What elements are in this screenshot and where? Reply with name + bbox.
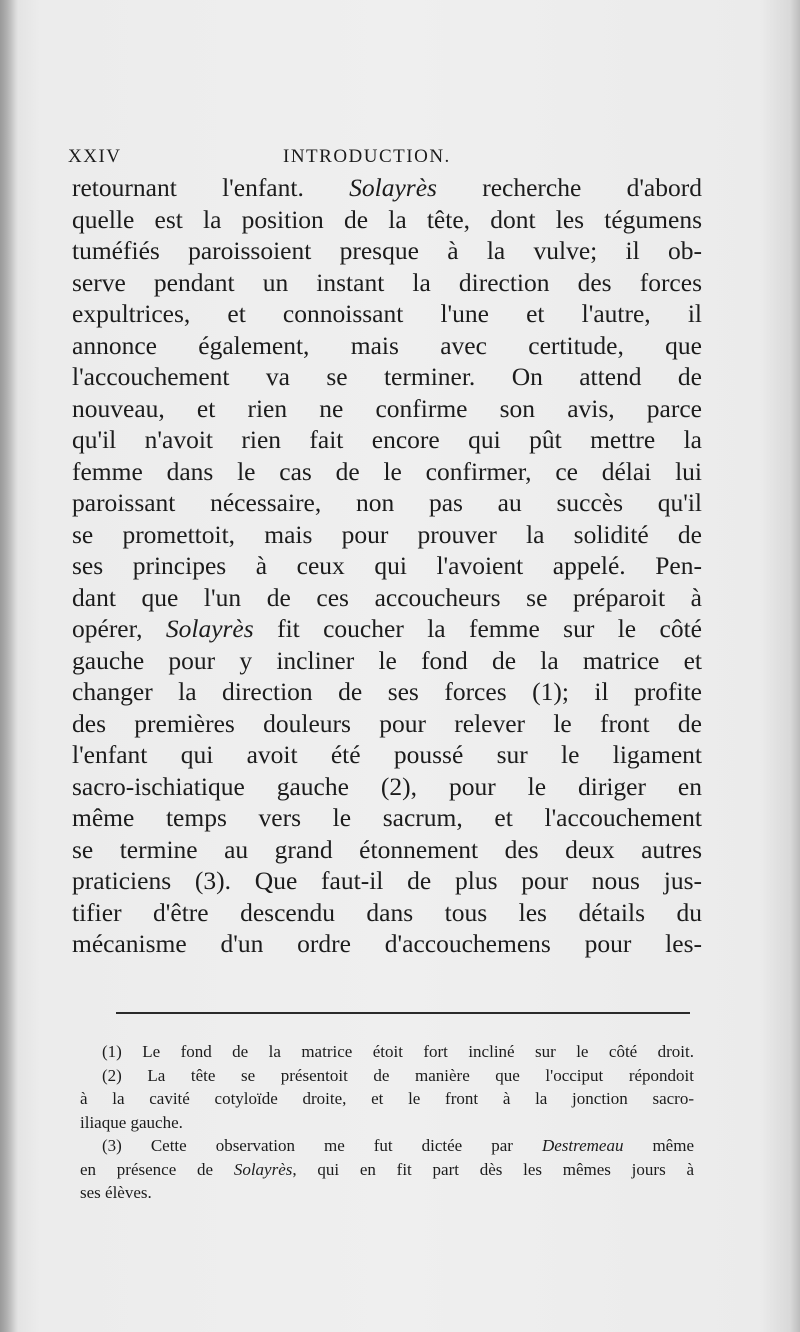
italic-name: Solayrès xyxy=(165,614,254,643)
text-run: changer la direction de ses forces (1); il profite xyxy=(72,677,702,706)
text-run: dant que l'un de ces accoucheurs se préparoit à xyxy=(72,582,702,612)
text-run: même temps vers le sacrum, et l'accouchement xyxy=(72,803,702,832)
page-number: XXIV xyxy=(68,146,122,167)
footnote-3-text: (3) Cette observation me fut dictée par xyxy=(102,1136,542,1155)
text-run: sacro-ischiatique gauche (2), pour le diriger en xyxy=(72,771,702,801)
text-line xyxy=(72,456,702,488)
text-line xyxy=(72,739,702,771)
footnote-3-line-3: ses élèves. xyxy=(80,1183,152,1202)
text-run: opérer, xyxy=(72,614,166,643)
gutter-shadow xyxy=(0,0,18,1332)
text-line xyxy=(72,582,702,614)
text-run: se promettoit, mais pour prouver la solidité de xyxy=(72,519,702,549)
text-run: praticiens (3). Que faut-il de plus pour nous jus- xyxy=(72,866,702,895)
text-line xyxy=(72,897,702,929)
text-run: tifier d'être descendu dans tous les détails du xyxy=(72,897,702,927)
footnote-2-line-3: iliaque gauche. xyxy=(80,1112,183,1132)
text-run: tuméfiés paroissoient presque à la vulve; il ob- xyxy=(72,236,702,265)
text-run: annonce également, mais avec certitude, que xyxy=(72,330,702,360)
text-line xyxy=(72,676,702,708)
footnote-3-name: Solayrès xyxy=(233,1159,293,1179)
footnote-1: (1) Le fond de la matrice étoit fort incliné sur le côté droit. xyxy=(102,1042,694,1061)
text-run: l'accouchement va se terminer. On attend de xyxy=(72,362,702,391)
text-run: recherche d'abord xyxy=(436,173,702,202)
text-line xyxy=(72,330,702,362)
text-run: quelle est la position de la tête, dont les tégumens xyxy=(72,204,702,234)
text-line xyxy=(72,235,702,267)
text-run: paroissant nécessaire, non pas au succès qu'il xyxy=(72,488,702,517)
text-line xyxy=(72,771,702,803)
text-line xyxy=(72,487,702,519)
text-run: ses principes à ceux qui l'avoient appelé. Pen- xyxy=(72,551,702,580)
text-run: qu'il n'avoit rien fait encore qui pût mettre la xyxy=(72,425,702,454)
text-line xyxy=(72,204,702,236)
text-line xyxy=(72,645,702,677)
running-title: INTRODUCTION. xyxy=(283,146,451,167)
text-run: nouveau, et rien ne confirme son avis, parce xyxy=(72,393,702,423)
text-run: serve pendant un instant la direction des forces xyxy=(72,267,702,297)
text-line xyxy=(72,834,702,866)
running-head xyxy=(68,146,688,170)
footnote-3-name: Destremeau xyxy=(541,1136,624,1155)
text-line xyxy=(72,550,702,582)
text-line xyxy=(72,613,702,645)
text-line xyxy=(72,172,702,204)
text-run: femme dans le cas de le confirmer, ce délai lui xyxy=(72,456,702,486)
footnote-rule xyxy=(116,1012,690,1014)
text-line xyxy=(72,424,702,456)
text-line xyxy=(72,802,702,834)
text-line xyxy=(72,928,702,960)
footnote-2-line-1: (2) La tête se présentoit de manière que l'occiput répondoit xyxy=(102,1065,694,1085)
text-line xyxy=(72,865,702,897)
text-line xyxy=(72,393,702,425)
italic-name: Solayrès xyxy=(349,173,437,202)
footnote-3-text: , qui en fit part dès les mêmes jours à xyxy=(292,1159,694,1179)
text-run: fit coucher la femme sur le côté xyxy=(253,614,702,643)
text-run: l'enfant qui avoit été poussé sur le ligament xyxy=(72,740,702,769)
text-line xyxy=(72,267,702,299)
footnote-3-text: même xyxy=(623,1136,694,1155)
text-run: expultrices, et connoissant l'une et l'autre, il xyxy=(72,299,702,328)
footnote-3-line-1 xyxy=(80,1134,694,1158)
footnotes xyxy=(80,1040,694,1205)
text-line xyxy=(72,708,702,740)
text-run: gauche pour y incliner le fond de la matrice et xyxy=(72,645,702,675)
footnote-3-line-2 xyxy=(80,1158,694,1182)
text-line xyxy=(72,519,702,551)
text-line xyxy=(72,298,702,330)
text-line xyxy=(72,361,702,393)
body-text xyxy=(72,172,702,960)
text-run: mécanisme d'un ordre d'accouchemens pour les- xyxy=(72,929,702,958)
footnote-2-line-2: à la cavité cotyloïde droite, et le front à la jonction sacro- xyxy=(80,1089,694,1108)
text-run: retournant l'enfant. xyxy=(72,173,350,202)
text-run: se termine au grand étonnement des deux autres xyxy=(72,834,702,864)
footnote-3-text: en présence de xyxy=(80,1159,234,1179)
text-run: des premières douleurs pour relever le front de xyxy=(72,708,702,738)
